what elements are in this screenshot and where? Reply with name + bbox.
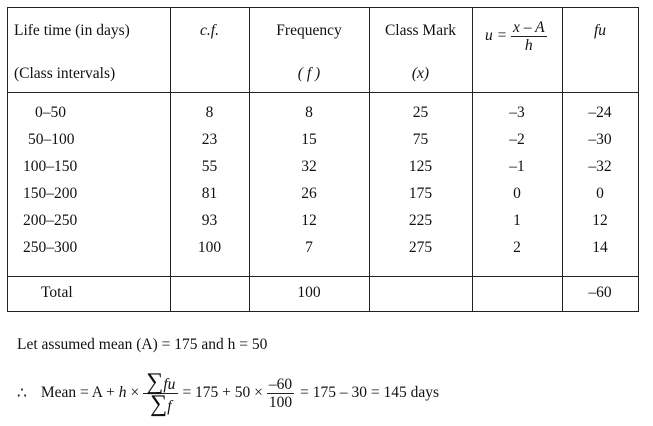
cell-fu: 0	[596, 185, 604, 202]
header-u-formula	[485, 19, 547, 54]
cell-fu: 12	[592, 212, 608, 229]
cell-class-mark: 125	[408, 158, 433, 175]
cell-u: –2	[509, 131, 525, 148]
cell-frequency: 8	[305, 104, 313, 121]
fu-symbol: fu	[163, 375, 176, 393]
u-numerator: x – A	[512, 19, 545, 36]
cell-cf: 8	[205, 104, 214, 121]
header-frequency: Frequency	[276, 22, 342, 39]
header-cf: c.f.	[200, 22, 219, 39]
cell-frequency: 26	[301, 185, 317, 202]
cell-interval: 200–250	[23, 212, 78, 229]
f-symbol: f	[167, 397, 172, 415]
therefore-symbol: ∴	[17, 384, 27, 402]
mean-step1: = 175 + 50 ×	[182, 384, 263, 401]
cell-class-mark: 275	[408, 239, 433, 256]
cell-class-mark: 25	[412, 104, 429, 121]
cell-u: –1	[509, 158, 525, 175]
table-border-left	[7, 7, 8, 312]
ratio-numerator: –60	[268, 375, 293, 393]
mean-lhs: Mean = A +	[40, 384, 115, 401]
header-class-mark-symbol: (x)	[411, 65, 430, 82]
total-fu: –60	[588, 284, 612, 301]
cell-u: 2	[513, 239, 521, 256]
cell-cf: 81	[201, 185, 218, 202]
cell-frequency: 15	[301, 131, 317, 148]
cell-cf: 23	[201, 131, 218, 148]
header-frequency-symbol: ( f )	[297, 65, 321, 82]
total-divider	[7, 276, 639, 277]
header-class-mark: Class Mark	[384, 22, 457, 39]
header-divider	[7, 92, 639, 93]
cell-class-mark: 75	[412, 131, 429, 148]
frequency-table	[7, 7, 639, 312]
cell-frequency: 7	[305, 239, 313, 256]
assumed-mean-line: Let assumed mean (A) = 175 and h = 50	[17, 336, 268, 353]
u-fraction	[511, 19, 547, 54]
mean-result: = 175 – 30 = 145 days	[300, 384, 440, 401]
table-border-top	[7, 7, 639, 8]
cell-class-mark: 225	[408, 212, 433, 229]
cell-u: 0	[513, 185, 521, 202]
sigma-symbol: ∑	[150, 390, 168, 417]
sum-denominator	[143, 390, 178, 417]
cell-frequency: 32	[301, 158, 317, 175]
cell-interval: 100–150	[23, 158, 78, 175]
cell-interval: 250–300	[23, 239, 78, 256]
cell-fu: –24	[588, 104, 612, 121]
cell-frequency: 12	[301, 212, 317, 229]
sum-fraction	[143, 368, 178, 417]
table-border-bottom	[7, 311, 639, 312]
mean-formula	[17, 367, 439, 419]
header-lifetime: Life time (in days)	[14, 22, 130, 39]
cell-u: –3	[509, 104, 525, 121]
cell-cf: 55	[201, 158, 218, 175]
h-symbol: h	[118, 384, 127, 401]
cell-fu: –32	[588, 158, 612, 175]
header-fu: fu	[593, 22, 607, 39]
cell-u: 1	[513, 212, 521, 229]
ratio-denominator: 100	[268, 393, 293, 411]
times-symbol: ×	[130, 384, 140, 401]
cell-cf: 93	[201, 212, 218, 229]
cell-interval: 0–50	[35, 104, 66, 121]
cell-fu: –30	[588, 131, 612, 148]
ratio-fraction	[267, 376, 294, 411]
sigma-symbol: ∑	[146, 368, 164, 395]
total-label: Total	[41, 284, 73, 301]
cell-class-mark: 175	[408, 185, 433, 202]
header-class-intervals: (Class intervals)	[14, 65, 116, 82]
u-lhs: u =	[485, 27, 508, 45]
cell-interval: 150–200	[23, 185, 78, 202]
total-frequency: 100	[297, 284, 321, 301]
cell-cf: 100	[197, 239, 222, 256]
cell-fu: 14	[592, 239, 608, 256]
u-denominator: h	[524, 37, 533, 54]
table-border-right	[638, 7, 639, 312]
cell-interval: 50–100	[28, 131, 75, 148]
